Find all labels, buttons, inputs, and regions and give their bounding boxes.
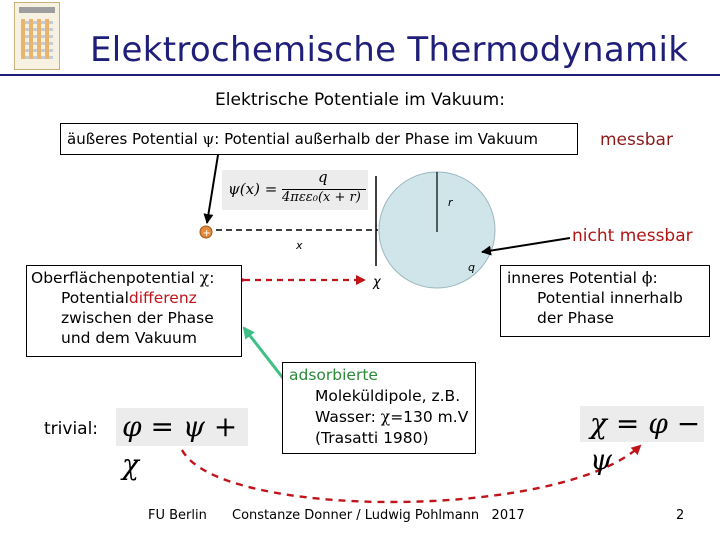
x-label: x [296,239,303,252]
formula2-minus: − [676,407,701,440]
charge-label: q [468,261,475,274]
messbar-label: messbar [600,130,673,150]
surface-line2-red: differenz [128,289,197,307]
surface-line2: Potential [61,289,129,307]
surface-line4: und dem Vakuum [61,329,197,347]
psi-formula-denominator: 4πεε₀(x + r) [282,190,361,205]
outer-potential-arrow [207,155,218,223]
adsorbed-line3-value: =130 m.V [390,408,469,426]
trivial-label: trivial: [44,419,99,439]
outer-potential-suffix: : Potential außerhalb der Phase im Vakuum [214,130,538,148]
formula2-eq: = [615,407,640,440]
chi-symbol-adsorbed: χ [380,408,391,426]
surface-line3: zwischen der Phase [61,309,214,327]
footer-authors: Constanze Donner / Ludwig Pohlmann 2017 [232,508,525,523]
formula-eq: = [150,410,174,443]
adsorbed-dipoles-box [282,362,476,454]
psi-formula-lhs: ψ(x) = [228,180,278,198]
relation-dashed-arrow [182,446,640,502]
trivial-formula [116,408,248,481]
page-number: 2 [676,508,685,523]
formula2-phi: φ [648,407,668,440]
slide-subtitle: Elektrische Potentiale im Vakuum: [215,90,505,110]
inner-line3: der Phase [537,309,614,327]
chi-symbol: χ [199,269,210,287]
radius-label: r [448,196,453,209]
surface-line1: Oberflächenpotential [31,269,200,287]
adsorbed-line1: adsorbierte [289,366,378,384]
inner-line1: inneres Potential [507,269,642,287]
formula-phi: φ [122,410,142,443]
formula-plus: + [213,410,238,443]
psi-symbol: ψ [202,130,215,148]
outer-potential-prefix: äußeres Potential [67,130,203,148]
psi-formula [222,170,368,210]
formula-psi: ψ [182,410,205,443]
psi-formula-numerator: q [318,168,328,186]
formula-chi: χ [122,448,139,481]
chi-formula [580,406,704,476]
chi-diagram-label: χ [373,275,381,290]
nicht-messbar-label: nicht messbar [572,226,693,246]
surface-potential-box [26,265,242,357]
test-charge-plus: + [202,228,211,239]
adsorbed-line3: Wasser: [315,408,381,426]
inner-measure-arrow [482,238,570,252]
phi-symbol: ϕ [641,269,653,287]
slide-title: Elektrochemische Thermodynamik [90,30,689,70]
adsorbed-line4: (Trasatti 1980) [315,429,429,447]
footer-institution: FU Berlin [148,508,207,523]
inner-line2: Potential innerhalb [537,289,683,307]
formula2-psi: ψ [590,443,612,476]
formula2-chi: χ [590,407,607,440]
adsorbed-line2: Moleküldipole, z.B. [315,387,461,405]
inner-line1-colon: : [652,269,658,287]
surface-line1-colon: : [209,269,215,287]
inner-potential-box [500,265,710,337]
